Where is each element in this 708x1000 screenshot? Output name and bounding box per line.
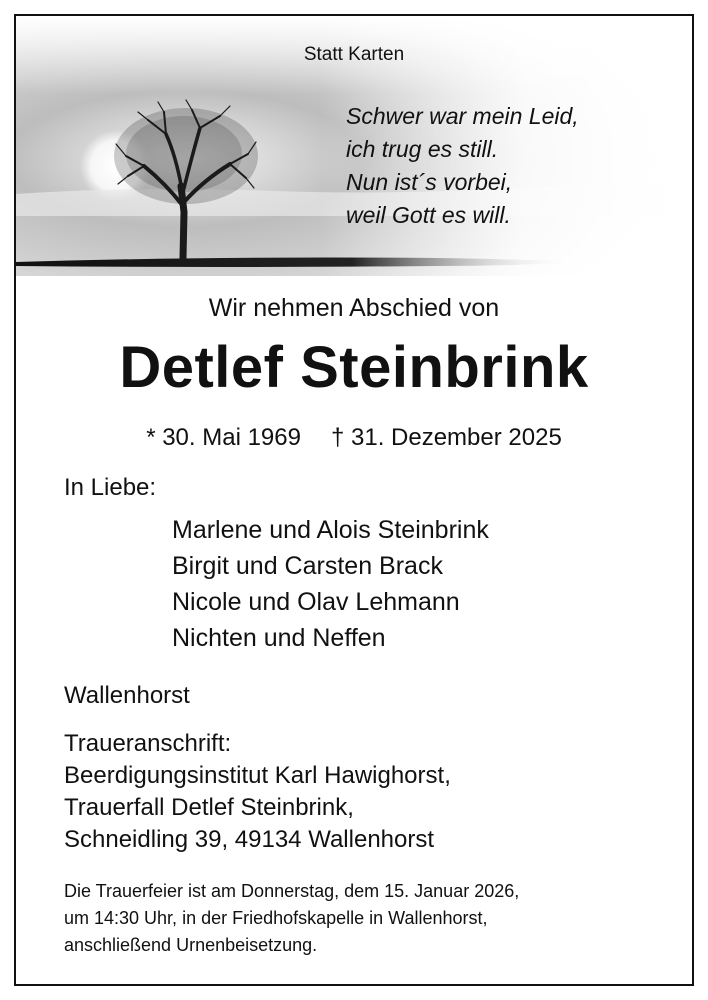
poem-line: Nun ist´s vorbei, — [346, 169, 513, 195]
poem-line: weil Gott es will. — [346, 202, 511, 228]
address-line: Schneidling 39, 49134 Wallenhorst — [64, 826, 435, 853]
address-line: Beerdigungsinstitut Karl Hawighorst, — [64, 762, 451, 789]
address-line: Trauerfall Detlef Steinbrink, — [64, 794, 354, 821]
notice-header: Statt Karten — [303, 44, 405, 65]
poem — [346, 100, 579, 232]
service-line: anschließend Urnenbeisetzung. — [64, 935, 318, 955]
town: Wallenhorst — [64, 682, 190, 709]
mourner-line: Nichten und Neffen — [172, 624, 386, 652]
mourning-address — [64, 728, 451, 856]
mourner-line: Marlene und Alois Steinbrink — [172, 516, 489, 544]
death-date: † 31. Dezember 2025 — [330, 424, 562, 451]
poem-line: ich trug es still. — [346, 136, 499, 162]
mourners-list — [172, 512, 489, 656]
farewell-intro: Wir nehmen Abschied von — [208, 294, 500, 322]
life-dates — [16, 424, 692, 452]
mourner-line: Birgit und Carsten Brack — [172, 552, 443, 580]
birth-date: * 30. Mai 1969 — [146, 424, 301, 451]
service-line: um 14:30 Uhr, in der Friedhofskapelle in Wallenhorst, — [64, 908, 488, 928]
service-line: Die Trauerfeier ist am Donnerstag, dem 15. Januar 2026, — [64, 881, 520, 901]
deceased-name: Detlef Steinbrink — [119, 335, 589, 400]
funeral-service-info — [64, 878, 519, 959]
poem-line: Schwer war mein Leid, — [346, 103, 579, 129]
love-label: In Liebe: — [64, 474, 157, 501]
mourner-line: Nicole und Olav Lehmann — [172, 588, 460, 616]
address-line: Traueranschrift: — [64, 730, 232, 757]
